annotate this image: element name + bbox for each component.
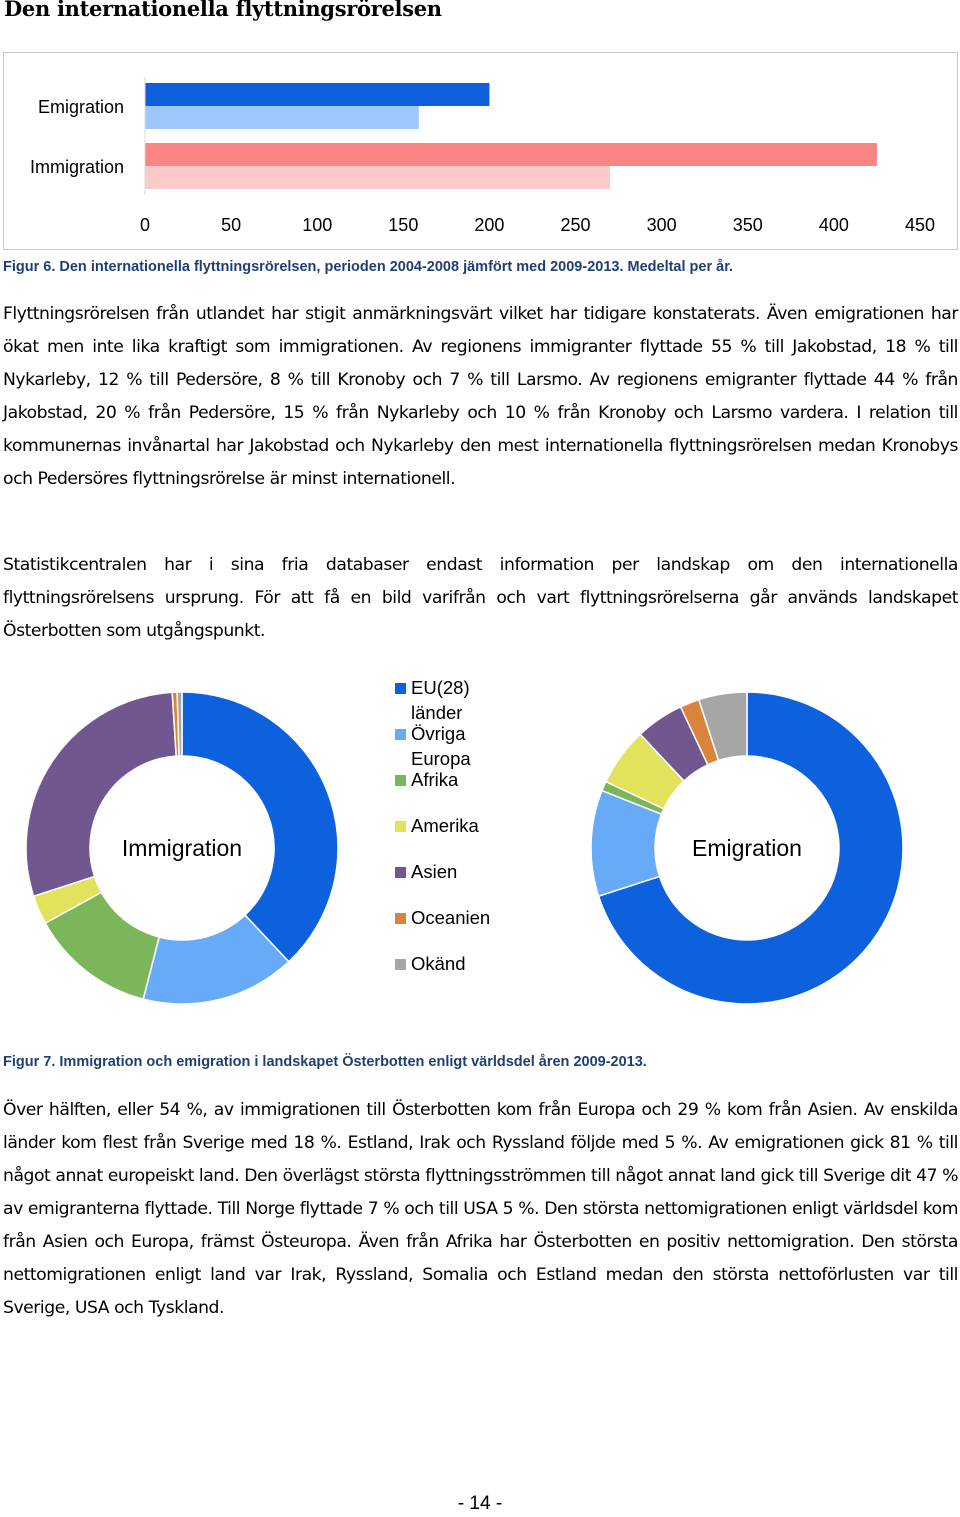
legend-label: Afrika	[411, 769, 459, 790]
x-tick-label: 0	[139, 215, 151, 235]
bar-category-label: Immigration	[29, 157, 124, 177]
legend-label: EU(28) länder	[411, 677, 470, 723]
bar-emigration-1	[145, 83, 489, 106]
legend-label: Övriga Europa	[411, 723, 471, 769]
legend-label: Oceanien	[411, 907, 491, 928]
donut-center-label: Emigration	[692, 835, 802, 861]
x-tick-label: 300	[646, 215, 677, 235]
x-tick-label: 150	[388, 215, 419, 235]
legend-swatch	[395, 867, 406, 878]
immigration-donut-chart	[20, 685, 350, 1015]
legend-label: Asien	[411, 861, 458, 882]
donut-slice-5	[26, 692, 176, 896]
bar-emigration-2	[145, 106, 419, 129]
page-heading: Den internationella flyttningsrörelsen	[4, 0, 442, 21]
donut-center-label: Immigration	[121, 835, 243, 861]
legend-swatch	[395, 729, 406, 740]
figure7-caption: Figur 7. Immigration och emigration i landskapet Österbotten enligt världsdel åren 2009-2013.	[3, 1054, 647, 1070]
x-tick-label: 200	[474, 215, 505, 235]
legend-label: Amerika	[411, 815, 479, 836]
x-tick-label: 50	[221, 215, 242, 235]
legend-swatch	[395, 959, 406, 970]
figure6-caption: Figur 6. Den internationella flyttningsrörelsen, perioden 2004-2008 jämfört med 2009-2013. Medeltal per år.	[3, 259, 734, 275]
bar-immigration-2	[145, 166, 610, 189]
x-tick-label: 100	[302, 215, 333, 235]
emigration-donut-chart	[585, 685, 915, 1015]
bar-chart-frame	[3, 52, 958, 250]
page-number: - 14 -	[457, 1493, 503, 1514]
x-tick-label: 250	[560, 215, 591, 235]
x-tick-label: 450	[904, 215, 936, 235]
paragraph-1: Flyttningsrörelsen från utlandet har stigit anmärkningsvärt vilket har tidigare konstaterats. Även emigrationen har ökat men inte lika kraftigt som immigrationen. Av regionens immigranter flyttade 55 % till Jakobstad, 18 % till Nykarleby, 12 % till Pedersöre, 8 % till Kronoby och 7 % till Larsmo. Av regionens emigranter flyttade 44 % från Jakobstad, 20 % från Pedersöre, 15 % från Nykarleby och 10 % från Kronoby och Larsmo vardera. I relation till kommunernas invånartal har Jakobstad och Nykarleby den mest internationella flyttningsrörelsen medan Kronobys och Pedersöres flyttningsrörelse är minst internationell.	[3, 304, 958, 489]
legend-swatch	[395, 913, 406, 924]
bar-chart	[4, 53, 957, 249]
bar-immigration-1	[145, 143, 877, 166]
x-tick-label: 400	[818, 215, 849, 235]
x-tick-label: 350	[732, 215, 763, 235]
legend-swatch	[395, 821, 406, 832]
paragraph-2: Statistikcentralen har i sina fria databaser endast information per landskap om den internationella flyttningsrörelsens ursprung. För att få en bild varifrån och vart flyttningsrörelserna går används landskapet Österbotten som utgångspunkt.	[3, 555, 958, 641]
donut-slice-1	[182, 692, 338, 962]
legend-swatch	[395, 683, 406, 694]
paragraph-3: Över hälften, eller 54 %, av immigrationen till Österbotten kom från Europa och 29 % kom från Asien. Av enskilda länder kom flest från Sverige med 18 %. Estland, Irak och Ryssland följde med 5 %. Av emigrationen gick 81 % till något annat europeiskt land. Den överlägst största flyttningsströmmen till något annat land gick till Sverige dit 47 % av emigranterna flyttade. Till Norge flyttade 7 % och till USA 5 %. Den största nettomigrationen enligt världsdel kom från Asien och Europa, främst Östeuropa. Även från Afrika har Österbotten en positiv nettomigration. Den största nettomigrationen enligt land var Irak, Ryssland, Somalia och Estland medan den största nettoförlusten var till Sverige, USA och Tyskland.	[3, 1100, 958, 1318]
legend-swatch	[395, 775, 406, 786]
bar-category-label: Emigration	[37, 97, 124, 117]
legend-label: Okänd	[411, 953, 466, 974]
